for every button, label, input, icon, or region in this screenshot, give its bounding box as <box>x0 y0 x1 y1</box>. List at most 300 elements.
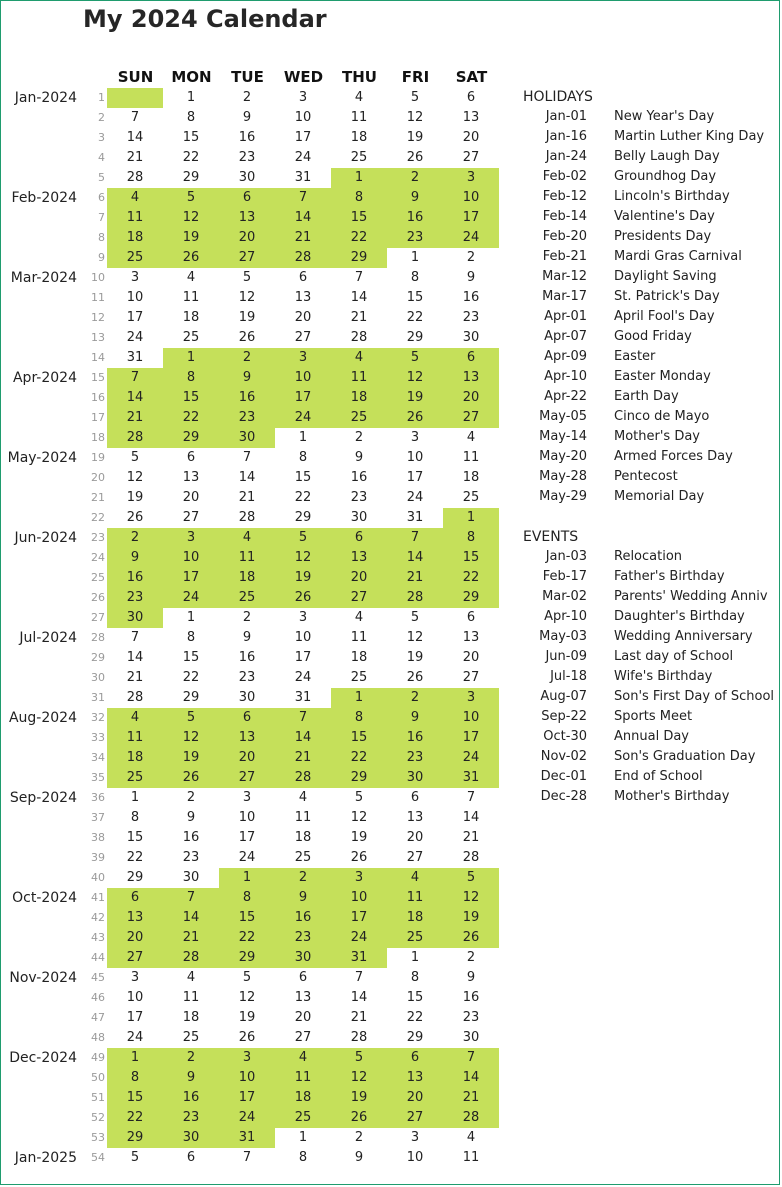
day-cell: 3 <box>219 1048 275 1068</box>
day-cell: 22 <box>107 1108 163 1128</box>
day-cell: 5 <box>242 970 252 985</box>
day-cell: 5 <box>242 270 252 285</box>
day-cell: 11 <box>331 368 387 388</box>
day-cell: 13 <box>219 208 275 228</box>
day-cell: 20 <box>387 1088 443 1108</box>
day-cell: 20 <box>462 130 480 145</box>
day-cell: 13 <box>406 810 424 825</box>
week-number: 52 <box>91 1111 105 1124</box>
day-cell: 9 <box>387 708 443 728</box>
day-cell: 23 <box>163 1108 219 1128</box>
day-cell: 5 <box>130 450 140 465</box>
holiday-item <box>523 187 779 207</box>
week-number: 23 <box>91 531 105 544</box>
day-cell: 2 <box>275 868 331 888</box>
day-cell: 13 <box>182 470 200 485</box>
weekday-mon: MON <box>171 68 212 86</box>
week-row <box>1 408 511 428</box>
day-cell: 17 <box>163 568 219 588</box>
day-cell: 20 <box>443 388 499 408</box>
weekday-tue: TUE <box>231 68 264 86</box>
day-cell: 12 <box>238 290 256 305</box>
day-cell: 15 <box>126 830 144 845</box>
day-cell: 6 <box>186 1150 196 1165</box>
day-cell: 13 <box>107 908 163 928</box>
month-label: Jun-2024 <box>14 530 77 546</box>
day-cell: 19 <box>406 130 424 145</box>
event-date: Nov-02 <box>540 749 587 764</box>
day-cell: 27 <box>443 408 499 428</box>
day-cell: 4 <box>354 610 364 625</box>
day-cell: 2 <box>219 348 275 368</box>
week-number: 51 <box>91 1091 105 1104</box>
day-cell: 14 <box>443 1068 499 1088</box>
week-number: 16 <box>91 391 105 404</box>
day-cell: 11 <box>350 110 368 125</box>
week-row <box>1 928 511 948</box>
day-cell: 29 <box>107 1128 163 1148</box>
holiday-name: Good Friday <box>614 329 692 344</box>
holiday-item <box>523 447 779 467</box>
week-number: 45 <box>91 971 105 984</box>
day-cell: 20 <box>294 310 312 325</box>
day-cell: 22 <box>294 490 312 505</box>
day-cell: 4 <box>107 708 163 728</box>
day-cell: 15 <box>107 1088 163 1108</box>
day-cell: 22 <box>126 850 144 865</box>
holiday-date: Jan-24 <box>545 149 587 164</box>
day-cell: 19 <box>406 650 424 665</box>
day-cell: 17 <box>331 908 387 928</box>
day-cell: 5 <box>275 528 331 548</box>
month-label: Nov-2024 <box>9 970 77 986</box>
day-cell: 21 <box>238 490 256 505</box>
week-number: 21 <box>91 491 105 504</box>
day-cell: 19 <box>238 1010 256 1025</box>
week-row <box>1 628 511 648</box>
day-cell: 24 <box>406 490 424 505</box>
day-cell: 2 <box>242 610 252 625</box>
week-number: 29 <box>91 651 105 664</box>
holiday-date: May-20 <box>539 449 587 464</box>
holiday-item <box>523 207 779 227</box>
day-cell: 6 <box>466 90 476 105</box>
day-cell: 10 <box>331 888 387 908</box>
day-cell: 4 <box>466 1130 476 1145</box>
event-date: Apr-10 <box>544 609 587 624</box>
week-row <box>1 128 511 148</box>
holiday-item <box>523 147 779 167</box>
month-label: Sep-2024 <box>9 790 77 806</box>
day-cell: 2 <box>354 1130 364 1145</box>
day-cell: 28 <box>163 948 219 968</box>
day-cell: 28 <box>462 850 480 865</box>
holiday-item <box>523 367 779 387</box>
day-cell: 15 <box>443 548 499 568</box>
week-number: 1 <box>98 91 105 104</box>
day-cell: 26 <box>126 510 144 525</box>
week-number: 27 <box>91 611 105 624</box>
week-number: 35 <box>91 771 105 784</box>
day-cell: 24 <box>294 670 312 685</box>
day-cell: 5 <box>331 1048 387 1068</box>
holiday-name: Daylight Saving <box>614 269 717 284</box>
day-cell: 25 <box>107 248 163 268</box>
week-row <box>1 108 511 128</box>
day-cell: 8 <box>298 1150 308 1165</box>
day-cell: 8 <box>186 110 196 125</box>
holiday-name: Easter Monday <box>614 369 711 384</box>
event-item <box>523 667 779 687</box>
day-cell: 5 <box>163 708 219 728</box>
day-cell: 29 <box>406 1030 424 1045</box>
event-date: Aug-07 <box>540 689 587 704</box>
event-date: Sep-22 <box>541 709 587 724</box>
week-number: 30 <box>91 671 105 684</box>
week-number: 13 <box>91 331 105 344</box>
day-cell: 24 <box>126 330 144 345</box>
day-cell: 13 <box>462 630 480 645</box>
day-cell: 6 <box>298 270 308 285</box>
week-number: 26 <box>91 591 105 604</box>
day-cell: 29 <box>294 510 312 525</box>
week-number: 32 <box>91 711 105 724</box>
event-item <box>523 627 779 647</box>
week-row <box>1 508 511 528</box>
day-cell: 7 <box>242 450 252 465</box>
page-title: My 2024 Calendar <box>83 5 327 33</box>
holiday-date: Apr-01 <box>544 309 587 324</box>
day-cell: 30 <box>238 690 256 705</box>
day-cell: 8 <box>186 630 196 645</box>
day-cell: 23 <box>238 670 256 685</box>
week-row <box>1 1068 511 1088</box>
day-cell: 8 <box>443 528 499 548</box>
event-name: Mother's Birthday <box>614 789 730 804</box>
week-row <box>1 728 511 748</box>
day-cell: 9 <box>387 188 443 208</box>
week-row <box>1 668 511 688</box>
holiday-name: Presidents Day <box>614 229 712 244</box>
event-item <box>523 787 779 807</box>
week-row <box>1 708 511 728</box>
week-number: 8 <box>98 231 105 244</box>
day-cell: 25 <box>350 670 368 685</box>
day-cell: 13 <box>462 110 480 125</box>
day-cell: 30 <box>350 510 368 525</box>
event-item <box>523 727 779 747</box>
week-row <box>1 328 511 348</box>
week-number: 33 <box>91 731 105 744</box>
day-cell: 14 <box>107 388 163 408</box>
day-cell: 27 <box>294 330 312 345</box>
week-row <box>1 248 511 268</box>
day-cell: 15 <box>219 908 275 928</box>
holidays-title: HOLIDAYS <box>523 89 593 105</box>
event-name: End of School <box>614 769 703 784</box>
week-row <box>1 808 511 828</box>
day-cell: 28 <box>387 588 443 608</box>
holiday-item <box>523 427 779 447</box>
week-number: 37 <box>91 811 105 824</box>
day-cell: 12 <box>443 888 499 908</box>
holiday-name: Lincoln's Birthday <box>614 189 730 204</box>
week-row <box>1 528 511 548</box>
day-cell: 13 <box>219 728 275 748</box>
day-cell: 23 <box>462 310 480 325</box>
day-cell: 25 <box>107 768 163 788</box>
day-cell: 1 <box>186 90 196 105</box>
day-cell: 19 <box>163 748 219 768</box>
day-cell: 7 <box>107 368 163 388</box>
holiday-item <box>523 467 779 487</box>
day-cell: 10 <box>238 810 256 825</box>
day-cell: 25 <box>182 1030 200 1045</box>
week-row <box>1 568 511 588</box>
day-cell: 11 <box>350 630 368 645</box>
day-cell: 18 <box>387 908 443 928</box>
day-cell: 11 <box>462 1150 480 1165</box>
day-cell: 11 <box>387 888 443 908</box>
holiday-name: Mardi Gras Carnival <box>614 249 742 264</box>
day-cell: 16 <box>350 470 368 485</box>
day-cell: 5 <box>387 348 443 368</box>
event-item <box>523 707 779 727</box>
event-date: Feb-17 <box>542 569 587 584</box>
day-cell: 3 <box>331 868 387 888</box>
week-row <box>1 588 511 608</box>
day-cell: 9 <box>354 450 364 465</box>
week-number: 53 <box>91 1131 105 1144</box>
event-date: Dec-01 <box>540 769 587 784</box>
day-cell: 31 <box>294 170 312 185</box>
day-cell: 23 <box>387 748 443 768</box>
day-cell: 30 <box>107 608 163 628</box>
day-cell: 13 <box>294 990 312 1005</box>
day-cell: 3 <box>410 1130 420 1145</box>
day-cell: 26 <box>443 928 499 948</box>
day-cell: 10 <box>294 630 312 645</box>
month-label: Apr-2024 <box>12 370 77 386</box>
holiday-name: Valentine's Day <box>614 209 715 224</box>
month-label: Mar-2024 <box>10 270 77 286</box>
week-number: 9 <box>98 251 105 264</box>
week-number: 48 <box>91 1031 105 1044</box>
day-cell: 26 <box>238 1030 256 1045</box>
day-cell: 8 <box>410 970 420 985</box>
day-cell: 14 <box>462 810 480 825</box>
month-label: Oct-2024 <box>12 890 77 906</box>
week-number: 40 <box>91 871 105 884</box>
day-cell: 25 <box>182 330 200 345</box>
day-cell: 7 <box>163 888 219 908</box>
day-cell: 10 <box>126 290 144 305</box>
day-cell: 29 <box>182 690 200 705</box>
holiday-date: May-28 <box>539 469 587 484</box>
day-cell: 10 <box>219 1068 275 1088</box>
day-cell: 1 <box>298 1130 308 1145</box>
day-cell: 10 <box>294 110 312 125</box>
week-number: 54 <box>91 1151 105 1164</box>
week-number: 24 <box>91 551 105 564</box>
holiday-date: Feb-21 <box>542 249 587 264</box>
day-cell: 24 <box>126 1030 144 1045</box>
event-item <box>523 647 779 667</box>
day-cell: 23 <box>462 1010 480 1025</box>
day-cell: 12 <box>331 1068 387 1088</box>
day-cell: 3 <box>298 90 308 105</box>
day-cell: 12 <box>387 368 443 388</box>
day-cell: 10 <box>275 368 331 388</box>
day-cell: 25 <box>387 928 443 948</box>
week-number: 20 <box>91 471 105 484</box>
day-cell: 23 <box>275 928 331 948</box>
day-cell: 10 <box>443 708 499 728</box>
day-cell: 29 <box>219 948 275 968</box>
week-row <box>1 608 511 628</box>
day-cell: 3 <box>410 430 420 445</box>
day-cell: 15 <box>294 470 312 485</box>
day-cell: 15 <box>163 388 219 408</box>
week-row <box>1 428 511 448</box>
day-cell: 31 <box>406 510 424 525</box>
day-cell: 22 <box>163 408 219 428</box>
week-row <box>1 788 511 808</box>
holiday-name: Pentecost <box>614 469 678 484</box>
week-row <box>1 348 511 368</box>
day-cell: 12 <box>126 470 144 485</box>
day-cell: 5 <box>163 188 219 208</box>
day-cell: 8 <box>331 188 387 208</box>
day-cell: 16 <box>107 568 163 588</box>
day-cell: 26 <box>406 670 424 685</box>
day-cell: 30 <box>219 428 275 448</box>
week-row <box>1 948 511 968</box>
day-cell: 13 <box>294 290 312 305</box>
day-cell: 10 <box>163 548 219 568</box>
day-cell: 1 <box>107 1048 163 1068</box>
day-cell: 9 <box>275 888 331 908</box>
weekday-wed: WED <box>283 68 324 86</box>
day-cell: 15 <box>182 650 200 665</box>
holiday-date: May-05 <box>539 409 587 424</box>
day-cell: 22 <box>331 748 387 768</box>
day-cell: 1 <box>331 688 387 708</box>
week-row <box>1 748 511 768</box>
day-cell: 31 <box>331 948 387 968</box>
day-cell: 30 <box>462 1030 480 1045</box>
day-cell: 7 <box>466 790 476 805</box>
day-cell: 28 <box>443 1108 499 1128</box>
day-cell: 19 <box>275 568 331 588</box>
day-cell: 28 <box>275 768 331 788</box>
day-cell: 15 <box>182 130 200 145</box>
day-cell: 9 <box>219 368 275 388</box>
day-cell: 2 <box>242 90 252 105</box>
day-cell: 6 <box>443 348 499 368</box>
holiday-item <box>523 407 779 427</box>
weekday-fri: FRI <box>401 68 430 86</box>
day-cell: 25 <box>350 150 368 165</box>
day-cell: 14 <box>163 908 219 928</box>
day-cell: 31 <box>294 690 312 705</box>
event-name: Son's Graduation Day <box>614 749 756 764</box>
day-cell: 27 <box>462 150 480 165</box>
day-cell: 27 <box>294 1030 312 1045</box>
holiday-name: Easter <box>614 349 656 364</box>
day-cell: 28 <box>350 330 368 345</box>
day-cell: 2 <box>186 790 196 805</box>
day-cell: 21 <box>350 1010 368 1025</box>
day-cell: 14 <box>387 548 443 568</box>
day-cell: 9 <box>186 810 196 825</box>
week-row <box>1 228 511 248</box>
day-cell: 16 <box>462 990 480 1005</box>
day-cell: 19 <box>350 830 368 845</box>
event-item <box>523 687 779 707</box>
day-cell: 31 <box>219 1128 275 1148</box>
day-cell: 7 <box>130 110 140 125</box>
day-cell: 24 <box>294 150 312 165</box>
week-number: 12 <box>91 311 105 324</box>
day-cell: 14 <box>126 130 144 145</box>
week-row <box>1 88 511 108</box>
day-cell: 21 <box>443 1088 499 1108</box>
event-name: Parents' Wedding Anniv <box>614 589 768 604</box>
day-cell: 27 <box>219 768 275 788</box>
day-cell: 23 <box>350 490 368 505</box>
day-cell: 4 <box>275 1048 331 1068</box>
day-cell: 15 <box>331 728 387 748</box>
day-cell: 20 <box>219 748 275 768</box>
month-label: Jan-2024 <box>14 90 77 106</box>
day-cell: 2 <box>354 430 364 445</box>
week-number: 19 <box>91 451 105 464</box>
holiday-item <box>523 287 779 307</box>
week-number: 15 <box>91 371 105 384</box>
day-cell: 7 <box>275 188 331 208</box>
week-row <box>1 188 511 208</box>
holiday-item <box>523 167 779 187</box>
holiday-date: May-14 <box>539 429 587 444</box>
week-row <box>1 848 511 868</box>
day-cell: 1 <box>298 430 308 445</box>
week-row <box>1 828 511 848</box>
day-cell: 1 <box>219 868 275 888</box>
day-cell: 7 <box>354 970 364 985</box>
holiday-item <box>523 387 779 407</box>
day-cell: 6 <box>219 708 275 728</box>
day-cell: 2 <box>466 250 476 265</box>
day-cell: 30 <box>182 870 200 885</box>
day-cell: 7 <box>242 1150 252 1165</box>
day-cell: 9 <box>466 270 476 285</box>
weekday-sun: SUN <box>117 68 154 86</box>
day-cell: 9 <box>107 548 163 568</box>
event-item <box>523 587 779 607</box>
month-label: Dec-2024 <box>9 1050 77 1066</box>
event-date: Oct-30 <box>543 729 587 744</box>
day-cell: 1 <box>186 610 196 625</box>
week-row <box>1 1088 511 1108</box>
day-cell: 22 <box>331 228 387 248</box>
day-cell: 14 <box>350 990 368 1005</box>
day-cell: 8 <box>331 708 387 728</box>
day-cell: 26 <box>275 588 331 608</box>
day-cell: 6 <box>331 528 387 548</box>
day-cell: 4 <box>186 270 196 285</box>
day-cell: 16 <box>462 290 480 305</box>
